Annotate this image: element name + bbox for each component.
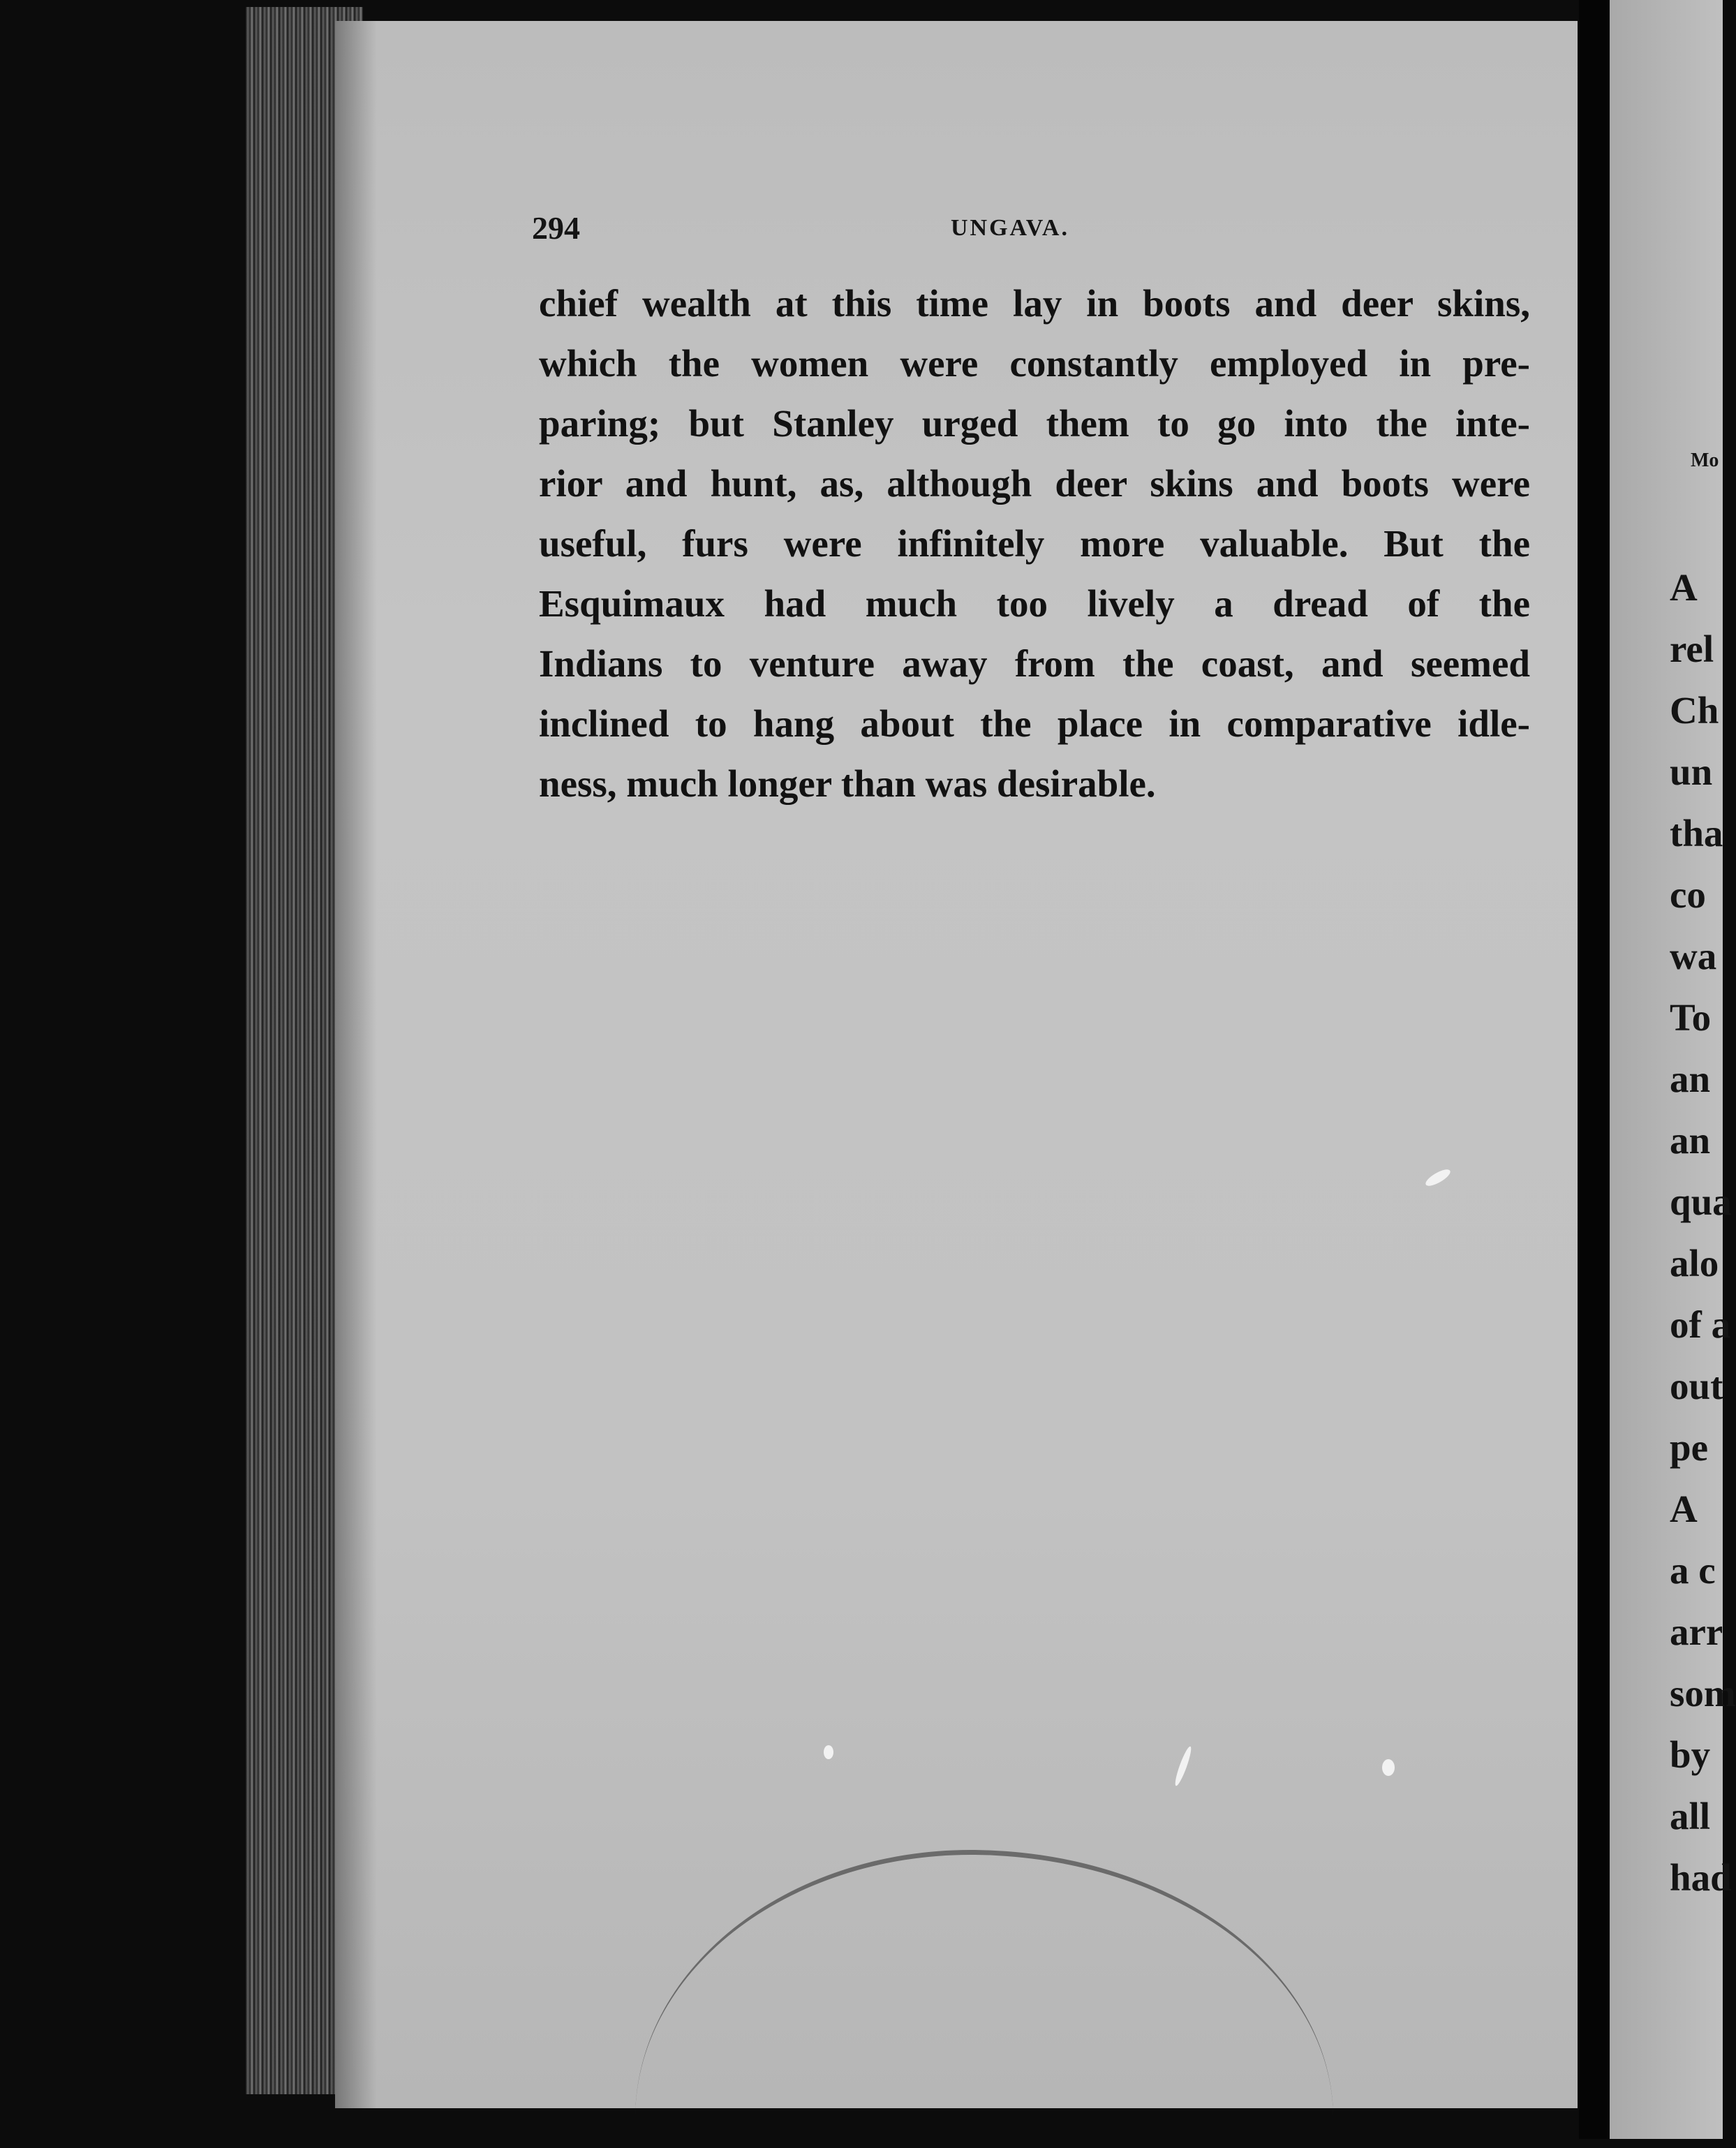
text-line-fragment: all xyxy=(1670,1795,1711,1837)
text-line-fragment: A xyxy=(1670,1488,1698,1530)
text-line-fragment: qua xyxy=(1670,1180,1732,1223)
text-line-fragment: out xyxy=(1670,1365,1723,1407)
text-line: rior and hunt, as, although deer skins and boots were xyxy=(539,462,1530,505)
body-paragraph xyxy=(539,274,1530,814)
book-gutter xyxy=(1579,0,1610,2139)
text-line: chief wealth at this time lay in boots and deer skins, xyxy=(539,282,1530,325)
text-line: inclined to hang about the place in comparative idle- xyxy=(539,702,1530,745)
text-line-fragment: un xyxy=(1670,750,1713,793)
text-line-fragment: of a xyxy=(1670,1303,1731,1346)
right-page-heading-fragment: Mo xyxy=(1691,450,1719,471)
text-line: Esquimaux had much too lively a dread of the xyxy=(539,582,1530,625)
text-line: which the women were constantly employed in pre- xyxy=(539,342,1530,385)
right-page xyxy=(1610,0,1736,2139)
text-line-fragment: A xyxy=(1670,566,1698,609)
water-stain xyxy=(635,1850,1333,2148)
text-line-fragment: arr xyxy=(1670,1610,1723,1653)
paper-speck xyxy=(1382,1759,1395,1776)
text-line-fragment: pe xyxy=(1670,1426,1708,1469)
text-line-fragment: som xyxy=(1670,1672,1736,1714)
text-line-fragment: an xyxy=(1670,1058,1711,1100)
text-line-fragment: tha xyxy=(1670,812,1723,854)
paper-speck xyxy=(824,1745,833,1759)
text-line-fragment: by xyxy=(1670,1733,1711,1776)
text-line: ness, much longer than was desirable. xyxy=(539,762,1156,805)
text-line-fragment: co xyxy=(1670,873,1706,916)
paper-speck xyxy=(1173,1745,1194,1787)
page-header xyxy=(532,209,1523,251)
text-line-fragment: wa xyxy=(1670,935,1717,977)
text-line-fragment: an xyxy=(1670,1119,1711,1162)
text-line: Indians to venture away from the coast, and seemed xyxy=(539,642,1530,685)
right-page-text xyxy=(1670,557,1736,1909)
page-number: 294 xyxy=(532,210,580,246)
text-line: useful, furs were infinitely more valuable. But the xyxy=(539,522,1530,565)
text-line-fragment: To xyxy=(1670,996,1712,1039)
text-line: paring; but Stanley urged them to go into the inte- xyxy=(539,402,1530,445)
paper-speck xyxy=(1423,1166,1453,1189)
text-line-fragment: Ch xyxy=(1670,689,1719,732)
text-line-fragment: rel xyxy=(1670,628,1714,670)
running-title: UNGAVA. xyxy=(951,215,1069,241)
text-line-fragment: had xyxy=(1670,1856,1732,1899)
text-line-fragment: alo xyxy=(1670,1242,1719,1284)
text-line-fragment: a c xyxy=(1670,1549,1716,1592)
